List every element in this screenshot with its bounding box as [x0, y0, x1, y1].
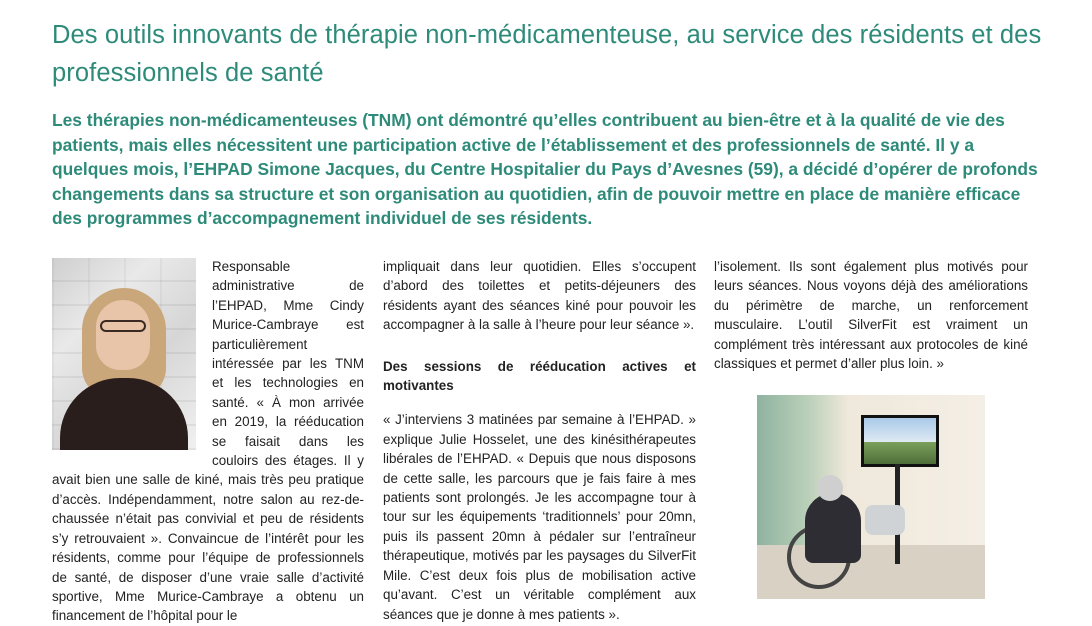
column-2-paragraph-2: « J’interviens 3 matinées par semaine à l’EHPAD. » explique Julie Hosselet, une des kinésithérapeutes libérales de l’EHPAD. « Depuis que nous disposons de cette salle, les parcours que je fais faire à mes patients sont prolongés. Je les accompagne tour à tour sur les équipements ‘traditionnels’ pour 20mn, puis ils passent 20mn à pédaler sur l’entraîneur thérapeutique, motivés par les paysages du SilverFit Mile. C’est deux fois plus de mobilisation active qu’avant. C’est un véritable complément aux séances que je donne à mes patients ». — [383, 412, 696, 622]
therapy-room-photo — [757, 395, 985, 599]
article-title: Des outils innovants de thérapie non-médicamenteuse, au service des résidents et des professionnels de santé — [52, 21, 1042, 87]
portrait-photo — [52, 258, 196, 450]
column-3 — [714, 257, 1028, 599]
column-1 — [52, 257, 364, 626]
silverfit-screen — [861, 415, 939, 467]
column-3-paragraph-1: l’isolement. Ils sont également plus motivés pour leurs séances. Nous voyons déjà des améliorations du périmètre de marche, un renforcement musculaire. L’outil SilverFit est vraiment un complément très intéressant aux protocoles de kiné classiques et permet d’aller plus loin. » — [714, 259, 1028, 372]
article-lead: Les thérapies non-médicamenteuses (TNM) ont démontré qu’elles contribuent au bien-être et à la qualité de vie des patients, mais elles nécessitent une participation active de l’établissement et des professionnels de santé. Il y a quelques mois, l’EHPAD Simone Jacques, du Centre Hospitalier du Pays d’Avesnes (59), a décidé d’opérer de profonds changements dans sa structure et son organisation au quotidien, afin de pouvoir mettre en place de manière efficace des programmes d’accompagnement individuel de ses résidents. — [52, 110, 1038, 229]
column-1-text: Responsable administrative de l’EHPAD, Mme Cindy Murice-Cambraye est particulièrement intéressée par les TNM et les technologies en santé. « À mon arrivée en 2019, la rééducation se faisait dans les couloirs des étages. Il y avait bien une salle de kiné, mais très peu pratique d’accès. Indépendamment, notre salon au rez-de-chaussée n’était pas convivial et peu de résidents s’y retrouvaient ». Convaincue de l’intérêt pour les résidents, comme pour l’équipe de professionnels de santé, de disposer d’une vraie salle d’activité sportive, Mme Murice-Cambraye a obtenu un financement de l’hôpital pour le — [52, 259, 364, 624]
column-2-paragraph-1: impliquait dans leur quotidien. Elles s’occupent d’abord des toilettes et petits-déjeuners des résidents ayant des séances kiné pour pouvoir les accompagner à la salle à l’heure pour leur séance ». — [383, 259, 696, 333]
section-subheading: Des sessions de rééducation actives et motivantes — [383, 358, 696, 394]
column-2 — [383, 257, 696, 624]
